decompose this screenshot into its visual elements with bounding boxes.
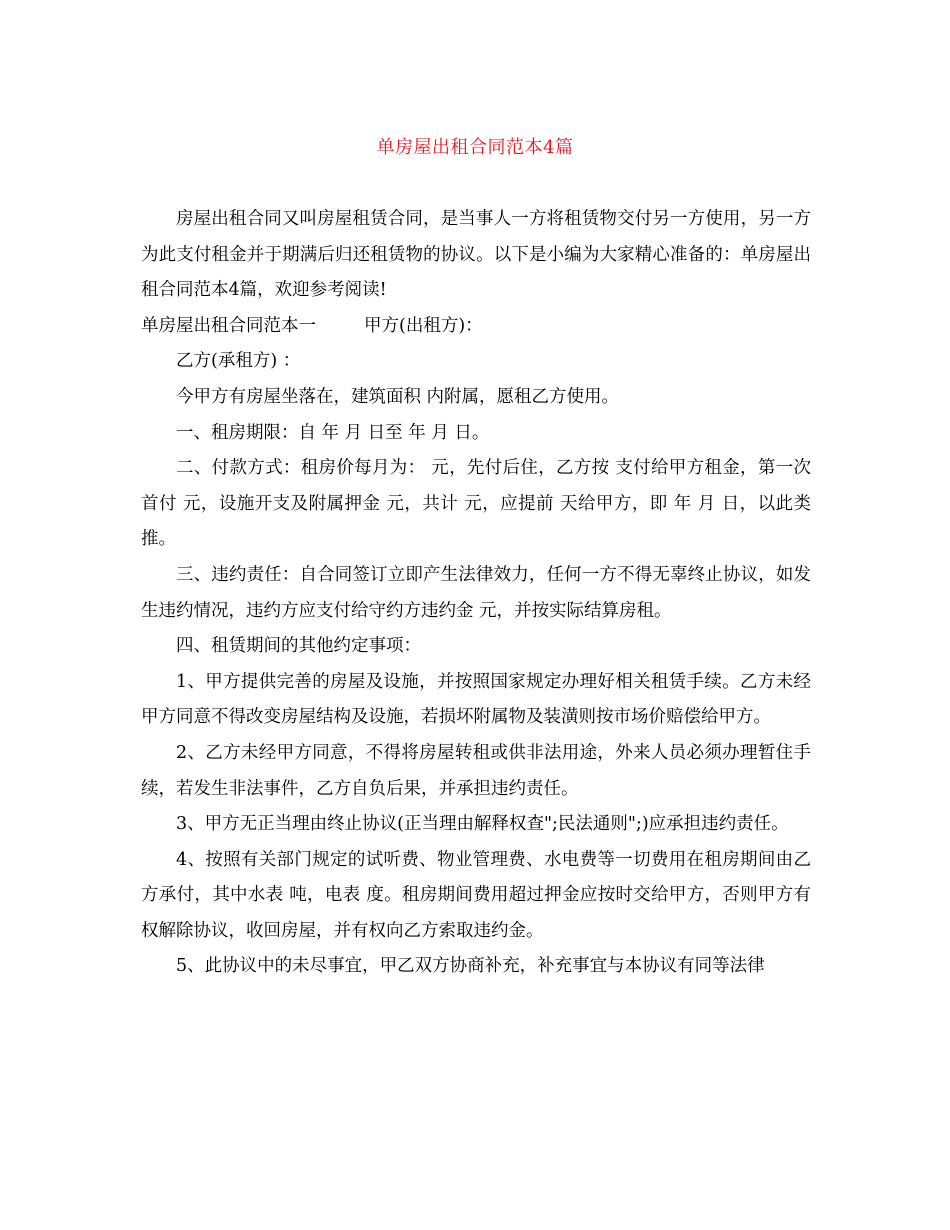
paragraph-item-5: 5、此协议中的未尽事宜，甲乙双方协商补充，补充事宜与本协议有同等法律 xyxy=(176,956,765,977)
paragraph-breach: 三、违约责任：自合同签订立即产生法律效力，任何一方不得无辜终止协议，如发生违约情况，违约方应支付给守约方违约金 元，并按实际结算房租。 xyxy=(141,564,811,621)
paragraph-payment: 二、付款方式：租房价每月为： 元，先付后住，乙方按 支付给甲方租金，第一次首付 元，设施开支及附属押金 元，共计 元，应提前 天给甲方，即 年 月 日，以此类推。 xyxy=(141,458,811,550)
paragraph-item-4: 4、按照有关部门规定的试听费、物业管理费、水电费等一切费用在租房期间由乙方承付，其中水表 吨，电表 度。租房期间费用超过押金应按时交给甲方，否则甲方有权解除协议，收回房屋，并有权向乙方索取违约金。 xyxy=(141,849,811,941)
paragraph-premises: 今甲方有房屋坐落在，建筑面积 内附属，愿租乙方使用。 xyxy=(176,386,620,407)
intro-paragraph: 房屋出租合同又叫房屋租赁合同，是当事人一方将租赁物交付另一方使用，另一方为此支付租金并于期满后归还租赁物的协议。以下是小编为大家精心准备的：单房屋出租合同范本4篇，欢迎参考阅读! xyxy=(141,209,811,301)
document-title: 单房屋出租合同范本4篇 xyxy=(376,137,574,158)
paragraph-other-terms: 四、租赁期间的其他约定事项： xyxy=(176,636,421,657)
paragraph-term: 一、租房期限：自 年 月 日至 年 月 日。 xyxy=(176,422,490,443)
party-a-label: 甲方(出租方)： xyxy=(364,315,483,336)
section-heading: 单房屋出租合同范本一 xyxy=(141,315,316,336)
paragraph-item-3: 3、甲方无正当理由终止协议(正当理由解释权查";民法通则";)应承担违约责任。 xyxy=(176,814,789,835)
section-heading-line xyxy=(141,309,811,345)
paragraph-item-1: 1、甲方提供完善的房屋及设施，并按照国家规定办理好相关租赁手续。乙方未经甲方同意不得改变房屋结构及设施，若损坏附属物及装潢则按市场价赔偿给甲方。 xyxy=(141,671,811,728)
party-b-label: 乙方(承租方) ： xyxy=(176,351,301,372)
document-body xyxy=(141,202,811,985)
paragraph-item-2: 2、乙方未经甲方同意，不得将房屋转租或供非法用途，外来人员必须办理暂住手续，若发生非法事件，乙方自负后果，并承担违约责任。 xyxy=(141,742,811,799)
